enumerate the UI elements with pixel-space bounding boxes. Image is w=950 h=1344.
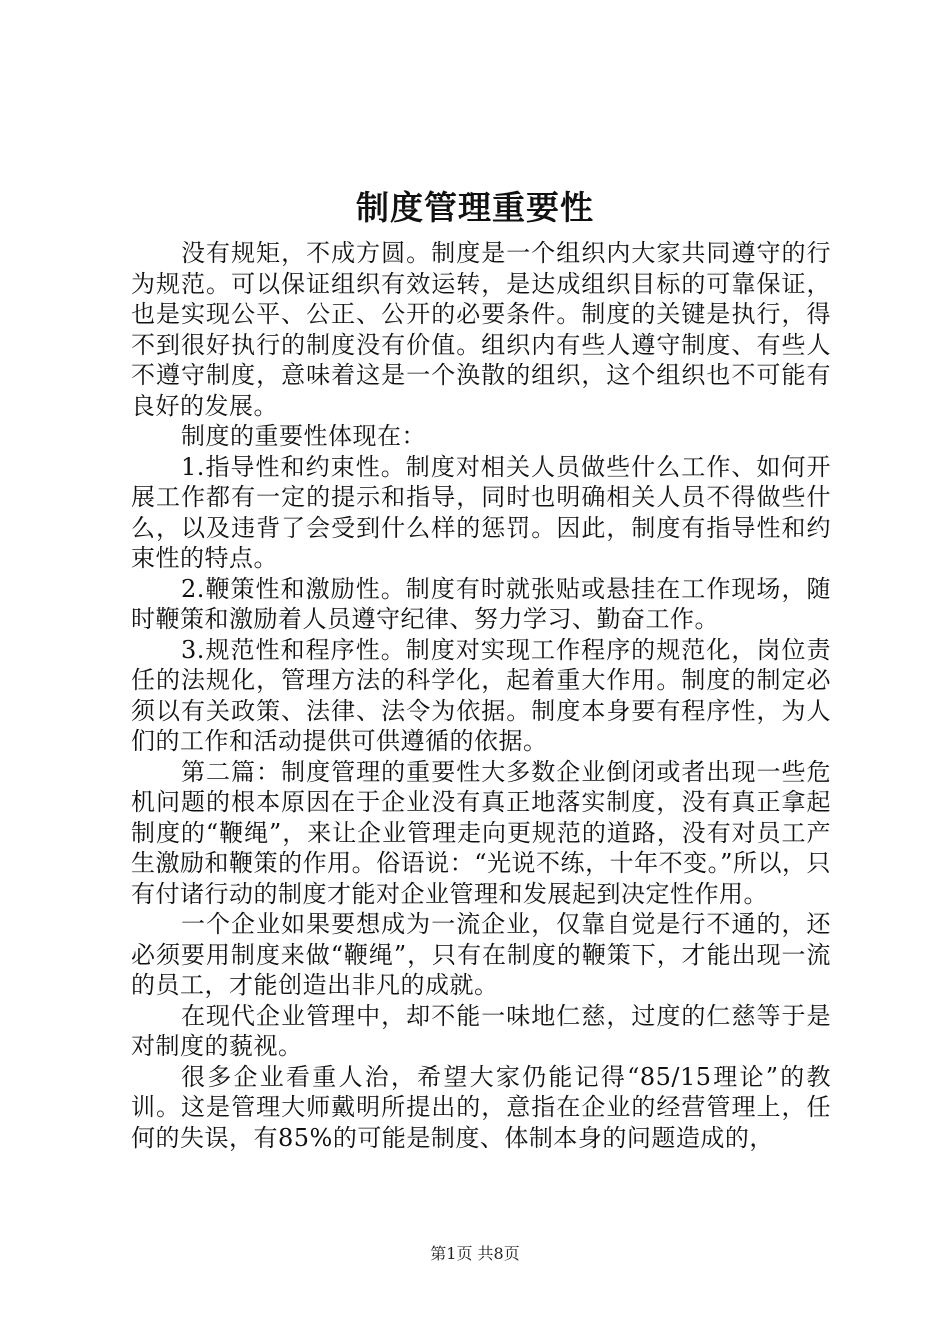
paragraph: 一个企业如果要想成为一流企业，仅靠自觉是行不通的，还必须要用制度来做“鞭绳”，只有在制度的鞭策下，才能出现一流的员工，才能创造出非凡的成就。 [131, 910, 831, 999]
paragraph: 在现代企业管理中，却不能一味地仁慈，过度的仁慈等于是对制度的藐视。 [131, 1001, 831, 1060]
paragraph: 制度的重要性体现在： [181, 422, 426, 450]
document-body [131, 238, 831, 1153]
paragraph: 1.指导性和约束性。制度对相关人员做些什么工作、如何开展工作都有一定的提示和指导，同时也明确相关人员不得做些什么，以及违背了会受到什么样的惩罚。因此，制度有指导性和约束性的特点。 [131, 452, 831, 572]
page-footer: 第1页 共8页 [430, 1244, 520, 1263]
paragraph: 很多企业看重人治，希望大家仍能记得“85/15理论”的教训。这是管理大师戴明所提出的，意指在企业的经营管理上，任何的失误，有85%的可能是制度、体制本身的问题造成的， [131, 1062, 831, 1152]
paragraph: 2.鞭策性和激励性。制度有时就张贴或悬挂在工作现场，随时鞭策和激励着人员遵守纪律、努力学习、勤奋工作。 [131, 574, 831, 633]
paragraph: 3.规范性和程序性。制度对实现工作程序的规范化，岗位责任的法规化，管理方法的科学化，起着重大作用。制度的制定必须以有关政策、法律、法令为依据。制度本身要有程序性，为人们的工作和活动提供可供遵循的依据。 [131, 635, 831, 755]
document-title: 制度管理重要性 [356, 188, 594, 227]
paragraph: 第二篇：制度管理的重要性大多数企业倒闭或者出现一些危机问题的根本原因在于企业没有真正地落实制度，没有真正拿起制度的“鞭绳”，来让企业管理走向更规范的道路，没有对员工产生激励和鞭策的作用。俗语说：“光说不练，十年不变。”所以，只有付诸行动的制度才能对企业管理和发展起到决定性作用。 [131, 757, 831, 908]
paragraph: 没有规矩，不成方圆。制度是一个组织内大家共同遵守的行为规范。可以保证组织有效运转，是达成组织目标的可靠保证，也是实现公平、公正、公开的必要条件。制度的关键是执行，得不到很好执行的制度没有价值。组织内有些人遵守制度、有些人不遵守制度，意味着这是一个涣散的组织，这个组织也不可能有良好的发展。 [131, 239, 831, 420]
